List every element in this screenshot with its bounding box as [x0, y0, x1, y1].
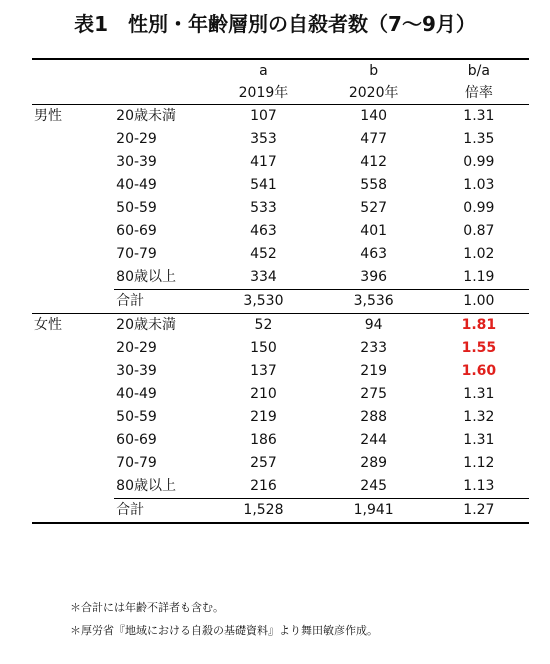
value-2019-cell: 353 — [250, 131, 277, 147]
group-label — [32, 220, 114, 243]
table-row — [32, 314, 529, 338]
value-2019-cell: 463 — [250, 223, 277, 239]
table-row — [32, 429, 529, 452]
value-2020-cell: 289 — [360, 455, 388, 471]
ratio-cell: 1.32 — [463, 409, 495, 425]
value-2020-cell: 3,536 — [319, 290, 429, 314]
table-row — [32, 406, 529, 429]
group-label — [32, 406, 114, 429]
age-group-cell: 20-29 — [116, 131, 157, 147]
total-row — [32, 290, 529, 314]
value-2019-cell: 452 — [250, 246, 277, 262]
value-2020-cell: 219 — [360, 363, 388, 379]
value-2020-cell: 463 — [360, 246, 388, 262]
group-label — [32, 429, 114, 452]
ratio-cell: 1.02 — [463, 246, 495, 262]
value-2020-cell: 396 — [360, 269, 388, 285]
col-b-year: 2020年 — [319, 82, 429, 105]
col-a-label: a — [208, 59, 318, 82]
footnote: ＊合計には年齢不詳者も含む。 — [70, 601, 224, 614]
age-group-cell: 80歳以上 — [116, 478, 176, 494]
age-group-cell: 30-39 — [116, 363, 157, 379]
group-label: 女性 — [34, 317, 62, 333]
ratio-cell: 0.99 — [463, 200, 495, 216]
value-2019-cell: 219 — [250, 409, 277, 425]
age-group-cell: 20歳未満 — [116, 108, 176, 124]
age-group-cell: 40-49 — [116, 386, 157, 402]
header-row-labels — [32, 59, 529, 82]
value-2019-cell: 1,528 — [208, 499, 318, 524]
value-2020-cell: 288 — [360, 409, 388, 425]
ratio-cell: 1.60 — [461, 363, 497, 379]
age-group-cell: 70-79 — [116, 246, 157, 262]
group-label — [32, 128, 114, 151]
ratio-cell: 1.00 — [429, 290, 529, 314]
ratio-cell: 1.31 — [463, 108, 495, 124]
age-group-cell: 70-79 — [116, 455, 157, 471]
value-2019-cell: 150 — [250, 340, 277, 356]
total-label: 合計 — [114, 499, 208, 524]
group-label — [32, 360, 114, 383]
table-row — [32, 383, 529, 406]
value-2019-cell: 417 — [250, 154, 277, 170]
age-group-cell: 20歳未満 — [116, 317, 176, 333]
ratio-cell: 1.31 — [463, 432, 495, 448]
value-2020-cell: 527 — [360, 200, 388, 216]
col-b-label: b — [319, 59, 429, 82]
group-label — [32, 383, 114, 406]
age-group-cell: 60-69 — [116, 223, 157, 239]
value-2020-cell: 1,941 — [319, 499, 429, 524]
age-group-cell: 60-69 — [116, 432, 157, 448]
value-2019-cell: 52 — [254, 317, 273, 333]
value-2020-cell: 558 — [360, 177, 388, 193]
value-2019-cell: 3,530 — [208, 290, 318, 314]
footnotes — [70, 596, 378, 642]
value-2020-cell: 140 — [360, 108, 388, 124]
group-label — [32, 337, 114, 360]
col-ratio-label: b/a — [429, 59, 529, 82]
value-2019-cell: 533 — [250, 200, 277, 216]
table-row — [32, 220, 529, 243]
ratio-cell: 1.19 — [463, 269, 495, 285]
value-2019-cell: 186 — [250, 432, 277, 448]
ratio-cell: 0.87 — [463, 223, 495, 239]
table-row — [32, 243, 529, 266]
ratio-cell: 1.27 — [429, 499, 529, 524]
age-group-cell: 40-49 — [116, 177, 157, 193]
ratio-cell: 1.12 — [463, 455, 495, 471]
group-label — [32, 475, 114, 499]
group-label — [32, 197, 114, 220]
table-row — [32, 360, 529, 383]
group-label — [32, 243, 114, 266]
suicide-statistics-table — [32, 58, 529, 524]
ratio-cell: 1.35 — [463, 131, 495, 147]
table-title: 表1 性別・年齢層別の自殺者数（7～9月） — [74, 12, 476, 36]
table-row — [32, 452, 529, 475]
table-row — [32, 174, 529, 197]
age-group-cell: 80歳以上 — [116, 269, 176, 285]
table-row — [32, 337, 529, 360]
value-2019-cell: 541 — [250, 177, 277, 193]
header-row-years — [32, 82, 529, 105]
group-label — [32, 151, 114, 174]
total-row — [32, 499, 529, 524]
group-label — [32, 452, 114, 475]
table-row — [32, 475, 529, 499]
ratio-cell: 1.03 — [463, 177, 495, 193]
ratio-cell: 1.55 — [461, 340, 497, 356]
value-2020-cell: 244 — [360, 432, 388, 448]
table-row — [32, 105, 529, 129]
value-2019-cell: 137 — [250, 363, 277, 379]
table-row — [32, 128, 529, 151]
value-2020-cell: 275 — [360, 386, 388, 402]
group-label: 男性 — [34, 108, 62, 124]
value-2020-cell: 477 — [360, 131, 388, 147]
value-2019-cell: 334 — [250, 269, 277, 285]
group-label — [32, 499, 114, 524]
age-group-cell: 50-59 — [116, 409, 157, 425]
group-label — [32, 290, 114, 314]
value-2020-cell: 233 — [360, 340, 388, 356]
age-group-cell: 30-39 — [116, 154, 157, 170]
age-group-cell: 20-29 — [116, 340, 157, 356]
table-row — [32, 151, 529, 174]
col-a-year: 2019年 — [208, 82, 318, 105]
ratio-cell: 1.81 — [461, 317, 497, 333]
group-label — [32, 174, 114, 197]
value-2020-cell: 401 — [360, 223, 388, 239]
table-row — [32, 197, 529, 220]
value-2019-cell: 216 — [250, 478, 277, 494]
value-2020-cell: 412 — [360, 154, 388, 170]
value-2020-cell: 94 — [364, 317, 383, 333]
age-group-cell: 50-59 — [116, 200, 157, 216]
ratio-cell: 0.99 — [463, 154, 495, 170]
table-row — [32, 266, 529, 290]
ratio-cell: 1.31 — [463, 386, 495, 402]
value-2019-cell: 210 — [250, 386, 277, 402]
value-2019-cell: 257 — [250, 455, 277, 471]
value-2019-cell: 107 — [250, 108, 277, 124]
total-label: 合計 — [114, 290, 208, 314]
group-label — [32, 266, 114, 290]
value-2020-cell: 245 — [360, 478, 388, 494]
footnote: ＊厚労省『地域における自殺の基礎資料』より舞田敏彦作成。 — [70, 624, 378, 637]
ratio-cell: 1.13 — [463, 478, 495, 494]
col-ratio-name: 倍率 — [429, 82, 529, 105]
